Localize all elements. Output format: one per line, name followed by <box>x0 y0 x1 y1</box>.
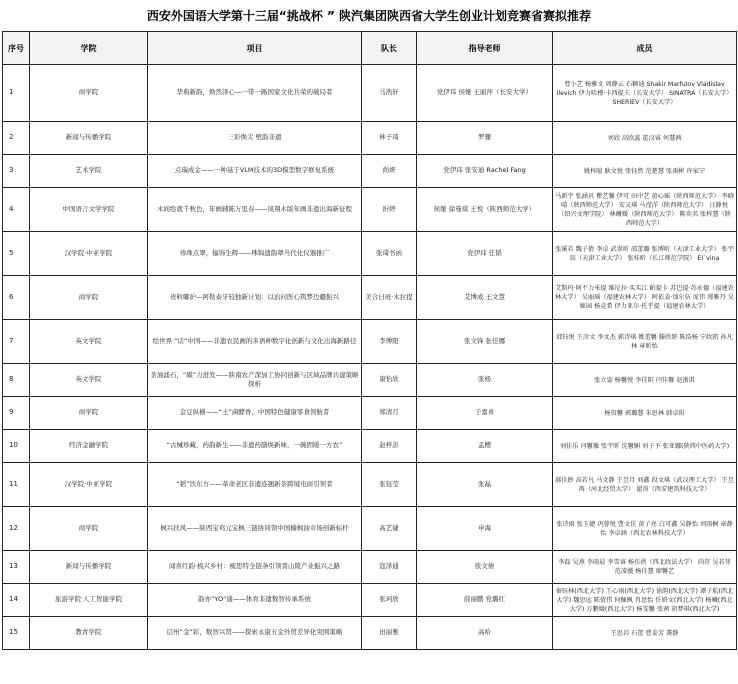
cell-advisor: 张晶 <box>417 463 553 507</box>
cell-advisor: 张杨 <box>417 364 553 397</box>
cell-advisor: 高哈 <box>417 617 553 650</box>
cell-college: 商学院 <box>30 65 148 122</box>
table-row <box>3 155 737 188</box>
cell-members: 张立姿 杨馨悦 李佳阳 闫佳馨 赵浙淇 <box>553 364 737 397</box>
cell-advisor: 薛丽鹏 党璐红 <box>417 584 553 617</box>
cell-college: 艺术学院 <box>30 155 148 188</box>
cell-college: 英文学院 <box>30 364 148 397</box>
cell-index: 11 <box>3 463 30 507</box>
cell-advisor: 罗骤 <box>417 122 553 155</box>
cell-members: 秦钰林(西北大学) 王心雨(西北大学) 徐韵(西北大学) 谭子航(西北大学) 魏思远 陈倩伟 何佩枫 肖思怡 任妍文(西北大学) 杨曦(西北大学) 万鹏媛(西北大学) 杨雯馨 张茜 胡梦琪(西北大学) <box>553 584 737 617</box>
cell-members: 姚梓暄 耿文悦 张钰然 范楚慧 张雨彬 许家宁 <box>553 155 737 188</box>
cell-members: 张诗雨 张玉婕 巩蓉悦 曹文佳 黄子亮 白可鑫 吴静怡 刘雨桐 章静怡 李卓涵（西北农林科技大学） <box>553 507 737 551</box>
cell-leader: 张珂欣 <box>362 584 417 617</box>
cell-index: 14 <box>3 584 30 617</box>
cell-index: 4 <box>3 188 30 232</box>
cell-advisor: 申海 <box>417 507 553 551</box>
cell-members: 刘欣 高欣蕊 霍汉睿 何慧茜 <box>553 122 737 155</box>
cell-leader: 张琦书函 <box>362 232 417 276</box>
cell-index: 2 <box>3 122 30 155</box>
cell-index: 3 <box>3 155 30 188</box>
cell-leader: 李博阳 <box>362 320 417 364</box>
cell-index: 5 <box>3 232 30 276</box>
cell-index: 10 <box>3 430 30 463</box>
cell-index: 12 <box>3 507 30 551</box>
cell-index: 7 <box>3 320 30 364</box>
table-row <box>3 364 737 397</box>
cell-index: 1 <box>3 65 30 122</box>
cell-project: 三彩焕尖 壁韵非遗 <box>148 122 362 155</box>
cell-project: 茶油涌石，“媒”力进发——陕南农产深加工协同创新与区域品牌共建策略探析 <box>148 364 362 397</box>
cell-leader: 折婷 <box>362 188 417 232</box>
header-leader: 队长 <box>362 32 417 65</box>
cell-project: 闻喜红韵·梳兴乡村：梳思特全链条引领晋山陵产业振兴之路 <box>148 551 362 584</box>
table-row <box>3 507 737 551</box>
cell-project: 华典新韵，焕然泽心—一带一路国家文化共荣的破局者 <box>148 65 362 122</box>
cell-advisor: 侯娅 徐曼琪 王悦（陕西师范大学） <box>417 188 553 232</box>
cell-advisor: 孟樱 <box>417 430 553 463</box>
cell-members: 张溪若 魏子倩 李卓 武翠昕 邵蕾璐 张博昕（天津工业大学） 张宇辰（天津工业大学） 张桂昕（长江师范学院） El`vina <box>553 232 737 276</box>
cell-college: 教育学院 <box>30 617 148 650</box>
cell-leader: 美合日班·木拉提 <box>362 276 417 320</box>
cell-project: 金豆纵横——“土”菌酵香，中国特色健康零食领航者 <box>148 397 362 430</box>
cell-leader: 林子琦 <box>362 122 417 155</box>
cell-advisor: 党伊玮 任韬 <box>417 232 553 276</box>
table-row <box>3 122 737 155</box>
table-row <box>3 276 737 320</box>
cell-college: 汉学院·中亚学院 <box>30 232 148 276</box>
cell-members: 王思岩 石蕾 曹姜芳 龚静 <box>553 617 737 650</box>
cell-advisor: 张文锋 张佳娜 <box>417 320 553 364</box>
cell-college: 商学院 <box>30 507 148 551</box>
cell-project: 贵粒嘟护—阿勒泰牙较独新计划：以治问医心筑梦边疆振兴 <box>148 276 362 320</box>
cell-leader: 马浩轩 <box>362 65 417 122</box>
cell-college: 经济金融学院 <box>30 430 148 463</box>
cell-advisor: 艾博成 王文慧 <box>417 276 553 320</box>
cell-index: 13 <box>3 551 30 584</box>
cell-index: 9 <box>3 397 30 430</box>
cell-leader: 郑清月 <box>362 397 417 430</box>
cell-college: 商学院 <box>30 397 148 430</box>
table-row <box>3 397 737 430</box>
cell-project: 枫兴扶风——陕西宝鸡元宝枫三链协同领中国楠枫油市场创新标杆 <box>148 507 362 551</box>
header-college: 学院 <box>30 32 148 65</box>
header-members: 成员 <box>553 32 737 65</box>
cell-members: 曹小艺 杨雅文 周静云 石颖迪 Shakir Marfulov Vladislav Ilevich 伊力哈穆·卡西提夫（长安大学） SINATRA（长安大学） SHERIEV（长安大学） <box>553 65 737 122</box>
cell-advisor: 张文倩 <box>417 551 553 584</box>
table-row <box>3 584 737 617</box>
cell-leader: 张钰莹 <box>362 463 417 507</box>
cell-leader: 康怡欣 <box>362 364 417 397</box>
cell-leader: 赵梓彭 <box>362 430 417 463</box>
table-row <box>3 65 737 122</box>
table-row <box>3 232 737 276</box>
cell-advisor: 于嘉喜 <box>417 397 553 430</box>
cell-leader: 田丽雅 <box>362 617 417 650</box>
cell-project: 层州“金”彩，数智兴贤——探索永康五金外贸差异化突围策略 <box>148 617 362 650</box>
header-advisor: 指导老师 <box>417 32 553 65</box>
cell-advisor: 党伊玮 侯娅 王丽萍（长安大学） <box>417 65 553 122</box>
table-row <box>3 617 737 650</box>
table-row <box>3 463 737 507</box>
cell-index: 8 <box>3 364 30 397</box>
cell-leader: 高艺婕 <box>362 507 417 551</box>
table-row <box>3 430 737 463</box>
cell-leader: 尚妍 <box>362 155 417 188</box>
cell-project: 珍珠点翠，辐饰生辉——珠锦遗韵翠当代化仪器推广 <box>148 232 362 276</box>
table-row <box>3 188 737 232</box>
cell-index: 6 <box>3 276 30 320</box>
cell-college: 新闻与传播学院 <box>30 122 148 155</box>
cell-members: 刘佳乐 闫馨豫 张宇昕 沈馨娴 刘子予 张亚娜(陕西中医药大学) <box>553 430 737 463</box>
cell-college: 新闻与传播学院 <box>30 551 148 584</box>
cell-project: 木间绘就千秋色，年画辅陈万里春——凤翔木版年画非遗出海新征程 <box>148 188 362 232</box>
cell-project: “稻”饮东方——革命老区非遗连翘新茶跨境电商引领者 <box>148 463 362 507</box>
header-project: 项目 <box>148 32 362 65</box>
cell-college: 商学院 <box>30 276 148 320</box>
recommendation-table <box>2 31 737 650</box>
cell-college: 英文学院 <box>30 320 148 364</box>
cell-project: 韵亦“YO”通——体育非遗数智传承系统 <box>148 584 362 617</box>
cell-members: 李磊 吴燕 李雨晨 李雪睿 杨佳蓓（西北政法大学） 尚存 吴若菲 范凌薇 杨佳慧 廖馨艺 <box>553 551 737 584</box>
table-row <box>3 320 737 364</box>
cell-members: 郝佳妙 高若凡 马文静 王昱月 刘鑫 段文琪（武汉理工大学） 王昱苒（河北经贸大学） 翟涛（西安建筑科技大学） <box>553 463 737 507</box>
cell-advisor: 党伊玮 张安迪 Rachel Fang <box>417 155 553 188</box>
cell-college: 中国语言文学学院 <box>30 188 148 232</box>
table-row <box>3 551 737 584</box>
cell-project: 点瑞成金——一种基于VLM技术的3D模型数字修复系统 <box>148 155 362 188</box>
cell-members: 邱钰悦 王彦文 李文杰 郭诗琪 姚蕾馨 滕欣妍 陈浩杨 宁政凯 孙凡林 章昕怡 <box>553 320 737 364</box>
cell-project: 绘世界·“话”中国——非遗农民画的多语种数字化创新与文化出海新路径 <box>148 320 362 364</box>
page-title: 西安外国语大学第十三届“挑战杯 ” 陕汽集团陕西省大学生创业计划竞赛省赛拟推荐 <box>146 9 592 23</box>
cell-project: “古械珍藏，药韵新生——非遗药膳焕新味，一碗固暖一方农” <box>148 430 362 463</box>
cell-members: 艾斯玛·阿不力米提 维尼拉·买买江 帕提卡 苏巴提·苏永德（福建农林大学） 吴丽瑶（福建农林大学） 阿依姜·加尔伍 庞伟 郑雅丹 吴姬园 杨竞希 伊力亚尔·托乎提（福建农林大学） <box>553 276 737 320</box>
cell-index: 15 <box>3 617 30 650</box>
header-index: 序号 <box>3 32 30 65</box>
cell-college: 旅游学院·人工智能学院 <box>30 584 148 617</box>
header-row <box>3 32 737 65</box>
cell-members: 马新宇 张涵贝 瞿艺馨 伊可 田中艺 黄心瑶（陕西师范大学） 李晓晴（陕西师范大学） 安又琪 马滢洋（陕西师范大学） 汪静悦（绍兴文理学院） 林曦媛（陕西师范大学） 陈奕名 张梓慧（陕西师范大学） <box>553 188 737 232</box>
cell-members: 杨贵馨 郭璐慧 朱思林 韩卓阳 <box>553 397 737 430</box>
cell-leader: 寇泽通 <box>362 551 417 584</box>
cell-college: 汉学院·中亚学院 <box>30 463 148 507</box>
